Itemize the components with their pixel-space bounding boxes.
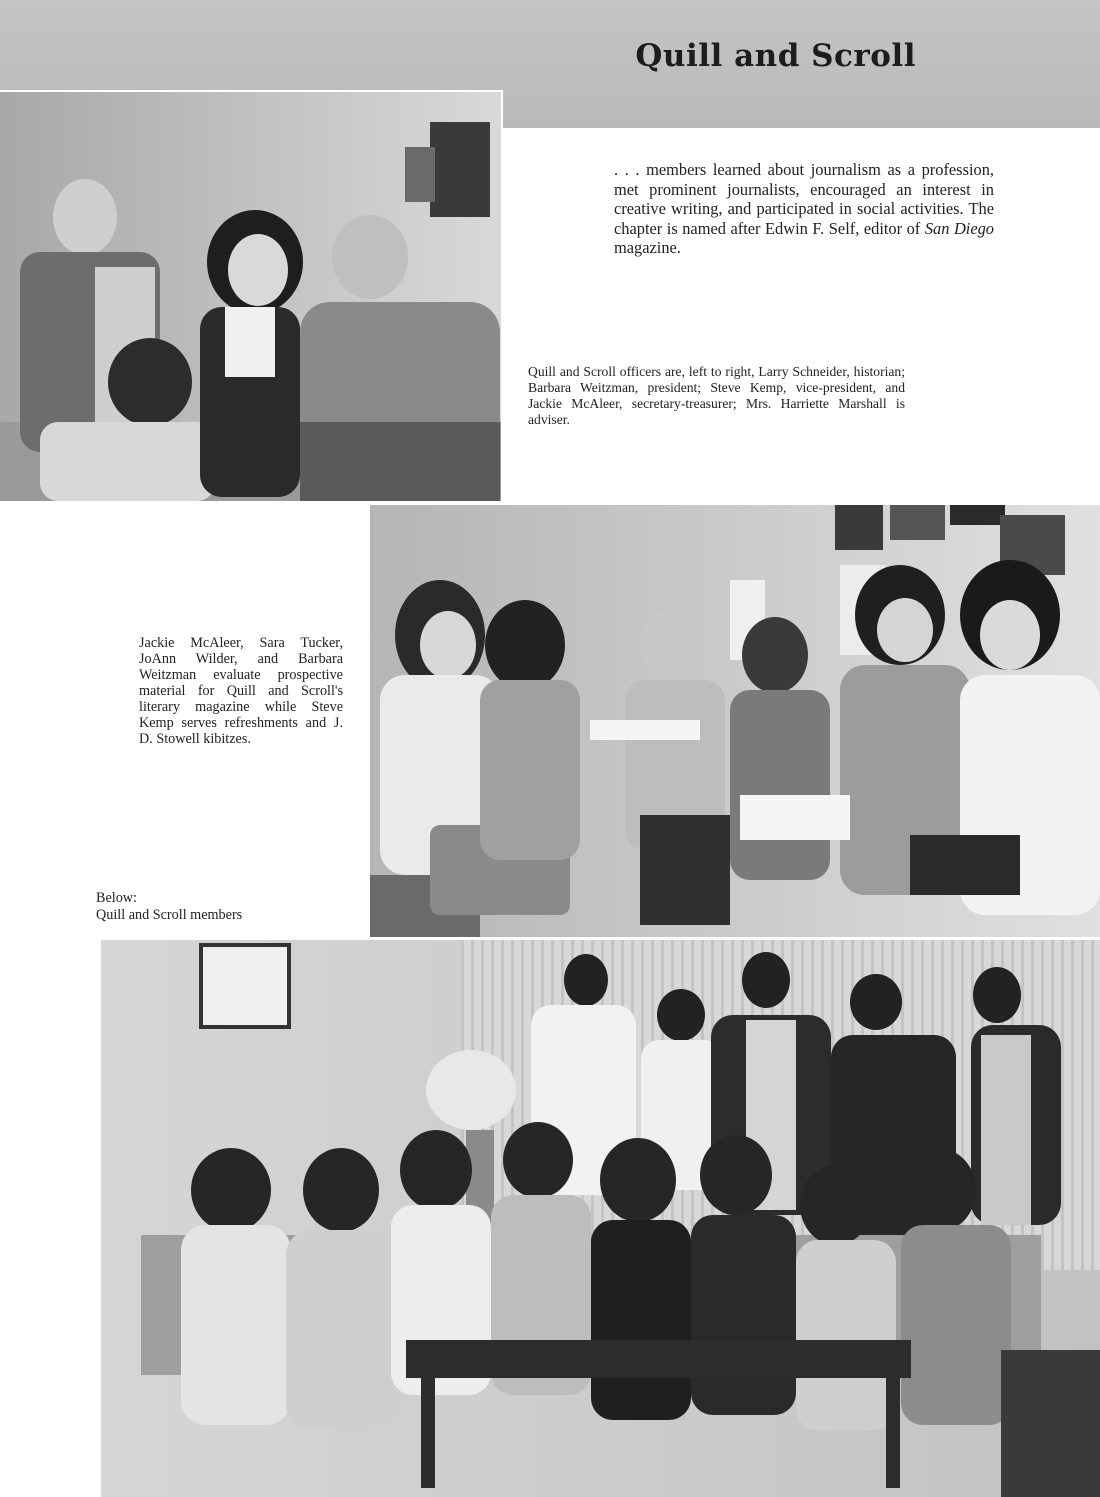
members-photo-image [101,940,1100,1497]
members-caption [96,890,316,924]
magazine-photo [370,505,1100,937]
officers-photo [0,90,503,501]
intro-text-end: magazine. [614,238,681,258]
magazine-caption: Jackie McAleer, Sara Tucker, JoAnn Wilder, and Barbara Weitzman evaluate prospective material for Quill and Scroll's literary magazine while Steve Kemp serves refreshments and J. D. Stowell kibitzes. [139,635,343,747]
officers-caption: Quill and Scroll officers are, left to right, Larry Schneider, historian; Barbara Weitzman, president; Steve Kemp, vice-president, and Jackie McAleer, secretary-treasurer; Mrs. Harriette Marshall is adviser. [528,364,905,427]
members-photo [101,940,1100,1497]
intro-text-start: . . . members learned about journalism as a profession, met prominent journalists, encouraged an interest in creative writing, and participated in social activities. The chapter is named after Edwin F. Self, editor of [614,160,994,238]
members-caption-below: Below: [96,890,137,906]
officers-photo-image [0,92,501,501]
magazine-name: San Diego [924,218,994,238]
intro-paragraph [614,160,994,258]
page-title: Quill and Scroll [635,38,916,74]
magazine-photo-image [370,505,1100,937]
members-caption-title: Quill and Scroll members [96,907,243,923]
